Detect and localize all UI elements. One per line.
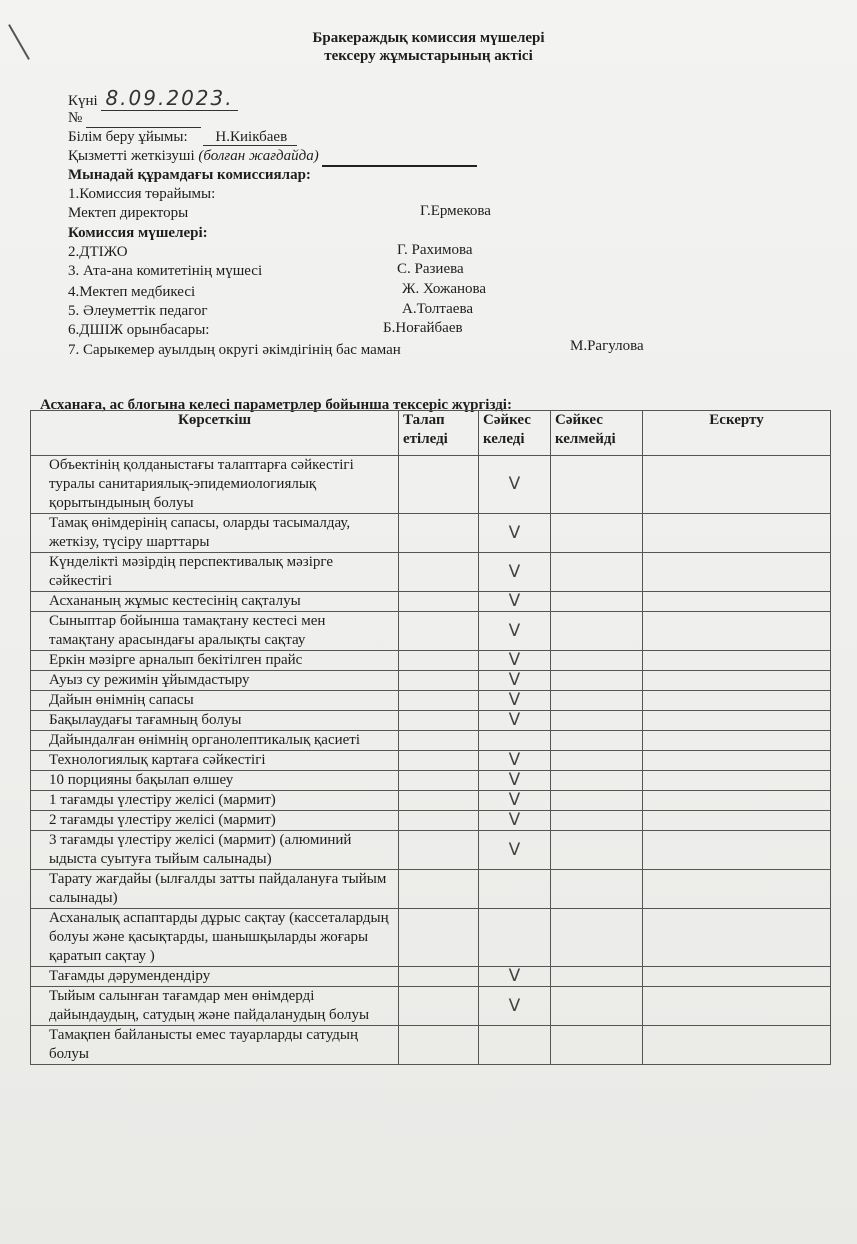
- note-cell: [643, 731, 831, 751]
- note-cell: [643, 612, 831, 651]
- required-cell: [399, 691, 479, 711]
- match-cell: [479, 870, 551, 909]
- document-title-line2: тексеру жұмыстарының актісі: [324, 48, 533, 64]
- required-cell: [399, 711, 479, 731]
- check-mark-icon: V: [508, 670, 521, 690]
- check-mark-icon: V: [508, 591, 521, 611]
- note-cell: [643, 514, 831, 553]
- member-role: 7. Сарыкемер ауылдың округі әкімдігінің бас маман: [68, 342, 401, 358]
- indicator-cell: Асханалық аспаптарды дұрыс сақтау (кассеталардың болуы және қасықтарды, шанышқыларды жоғары қаратып сақтау ): [31, 909, 399, 967]
- table-row: [31, 731, 831, 751]
- table-row: [31, 751, 831, 771]
- match-cell: [479, 771, 551, 791]
- match-cell: [479, 1026, 551, 1065]
- supplier-note: (болған жағдайда): [198, 148, 319, 164]
- table-row: [31, 1026, 831, 1065]
- indicator-cell: Асхананың жұмыс кестесінің сақталуы: [31, 592, 399, 612]
- match-cell: [479, 612, 551, 651]
- col-mismatch-header: Сәйкес келмейді: [551, 411, 643, 456]
- indicator-cell: Бақылаудағы тағамның болуы: [31, 711, 399, 731]
- required-cell: [399, 811, 479, 831]
- indicator-cell: 2 тағамды үлестіру желісі (мармит): [31, 811, 399, 831]
- mismatch-cell: [551, 651, 643, 671]
- table-row: [31, 711, 831, 731]
- indicator-cell: Сыныптар бойынша тамақтану кестесі мен тамақтану арасындағы аралықты сақтау: [31, 612, 399, 651]
- required-cell: [399, 671, 479, 691]
- date-label: Күні: [68, 93, 98, 109]
- note-cell: [643, 909, 831, 967]
- check-mark-icon: V: [508, 790, 521, 810]
- note-cell: [643, 553, 831, 592]
- note-cell: [643, 811, 831, 831]
- date-line: [68, 86, 238, 110]
- note-cell: [643, 771, 831, 791]
- required-cell: [399, 456, 479, 514]
- required-cell: [399, 791, 479, 811]
- mismatch-cell: [551, 811, 643, 831]
- required-cell: [399, 831, 479, 870]
- required-cell: [399, 514, 479, 553]
- table-row: [31, 612, 831, 651]
- mismatch-cell: [551, 967, 643, 987]
- match-cell: [479, 731, 551, 751]
- check-mark-icon: V: [508, 810, 521, 830]
- table-body: [31, 456, 831, 1065]
- indicator-cell: Тағамды дәрумендендіру: [31, 967, 399, 987]
- table-row: [31, 987, 831, 1026]
- match-cell: [479, 651, 551, 671]
- table-row: [31, 691, 831, 711]
- number-label: №: [68, 110, 83, 126]
- table-row: [31, 592, 831, 612]
- required-cell: [399, 987, 479, 1026]
- mismatch-cell: [551, 771, 643, 791]
- member-name: М.Рагулова: [570, 338, 644, 354]
- number-line: [68, 110, 201, 128]
- table-row: [31, 771, 831, 791]
- table-row: [31, 514, 831, 553]
- check-mark-icon: V: [508, 474, 521, 494]
- chair-name: Г.Ермекова: [420, 203, 491, 219]
- col-match-header: Сәйкес келеді: [479, 411, 551, 456]
- indicator-cell: Дайындалған өнімнің органолептикалық қасиеті: [31, 731, 399, 751]
- note-cell: [643, 671, 831, 691]
- org-label: Білім беру ұйымы:: [68, 129, 188, 145]
- mismatch-cell: [551, 691, 643, 711]
- org-value: Н.Киікбаев: [203, 129, 297, 146]
- required-cell: [399, 592, 479, 612]
- mismatch-cell: [551, 831, 643, 870]
- document-title-line1: Бракераждық комиссия мүшелері: [312, 30, 545, 46]
- note-cell: [643, 751, 831, 771]
- table-row: [31, 811, 831, 831]
- number-blank: [86, 110, 201, 128]
- match-cell: [479, 987, 551, 1026]
- required-cell: [399, 870, 479, 909]
- indicator-cell: Еркін мәзірге арналып бекітілген прайс: [31, 651, 399, 671]
- member-name: А.Толтаева: [402, 301, 474, 317]
- check-mark-icon: V: [508, 750, 521, 770]
- indicator-cell: Тамақ өнімдерінің сапасы, оларды тасымалдау, жеткізу, түсіру шарттары: [31, 514, 399, 553]
- chair-role: Мектеп директоры: [68, 205, 189, 221]
- table-row: [31, 967, 831, 987]
- required-cell: [399, 612, 479, 651]
- date-value: 8.09.2023.: [101, 86, 237, 111]
- mismatch-cell: [551, 909, 643, 967]
- indicator-cell: Күнделікті мәзірдің перспективалық мәзірге сәйкестігі: [31, 553, 399, 592]
- table-header-row: [31, 411, 831, 456]
- note-cell: [643, 870, 831, 909]
- mismatch-cell: [551, 456, 643, 514]
- table-row: [31, 456, 831, 514]
- indicator-cell: Тыйым салынған тағамдар мен өнімдерді дайындаудың, сатудың және пайдаланудың болуы: [31, 987, 399, 1026]
- mismatch-cell: [551, 731, 643, 751]
- member-role: 3. Ата-ана комитетінің мүшесі: [68, 263, 263, 279]
- note-cell: [643, 967, 831, 987]
- member-name: Г. Рахимова: [397, 242, 473, 258]
- indicator-cell: 1 тағамды үлестіру желісі (мармит): [31, 791, 399, 811]
- col-indicator-header: Көрсеткіш: [31, 411, 399, 456]
- mismatch-cell: [551, 671, 643, 691]
- indicator-cell: Объектінің қолданыстағы талаптарға сәйкестігі туралы санитариялық-эпидемиологиялық қорытындының болуы: [31, 456, 399, 514]
- member-name: С. Разиева: [397, 261, 464, 277]
- match-cell: [479, 791, 551, 811]
- required-cell: [399, 909, 479, 967]
- match-cell: [479, 514, 551, 553]
- mismatch-cell: [551, 514, 643, 553]
- match-cell: [479, 811, 551, 831]
- note-cell: [643, 791, 831, 811]
- match-cell: [479, 553, 551, 592]
- indicator-cell: Тарату жағдайы (ылғалды затты пайдалануға тыйым салынады): [31, 870, 399, 909]
- indicator-cell: Тамақпен байланысты емес тауарларды сатудың болуы: [31, 1026, 399, 1065]
- required-cell: [399, 967, 479, 987]
- member-name: Б.Ноғайбаев: [383, 320, 463, 336]
- supplier-line: [68, 148, 477, 167]
- mismatch-cell: [551, 870, 643, 909]
- indicator-cell: Ауыз су режимін ұйымдастыру: [31, 671, 399, 691]
- note-cell: [643, 1026, 831, 1065]
- mismatch-cell: [551, 791, 643, 811]
- check-mark-icon: V: [508, 839, 521, 860]
- member-role: 4.Мектеп медбикесі: [68, 284, 196, 300]
- mismatch-cell: [551, 553, 643, 592]
- match-cell: [479, 967, 551, 987]
- inspection-table: [30, 410, 831, 1065]
- supplier-blank: [322, 148, 477, 167]
- member-role: 6.ДШІЖ орынбасары:: [68, 322, 210, 338]
- note-cell: [643, 987, 831, 1026]
- check-mark-icon: V: [508, 690, 521, 710]
- table-title: Асханаға, ас блогына келесі параметрлер бойынша тексеріс жүргізді:: [40, 397, 512, 413]
- note-cell: [643, 831, 831, 870]
- match-cell: [479, 456, 551, 514]
- required-cell: [399, 751, 479, 771]
- match-cell: [479, 711, 551, 731]
- check-mark-icon: V: [508, 770, 521, 790]
- note-cell: [643, 691, 831, 711]
- note-cell: [643, 592, 831, 612]
- member-role: 2.ДТІЖО: [68, 244, 128, 260]
- chair-label: 1.Комиссия төрайымы:: [68, 186, 216, 202]
- org-line: [68, 129, 297, 146]
- indicator-cell: Дайын өнімнің сапасы: [31, 691, 399, 711]
- member-name: Ж. Хожанова: [402, 281, 487, 297]
- mismatch-cell: [551, 711, 643, 731]
- mismatch-cell: [551, 592, 643, 612]
- table-row: [31, 831, 831, 870]
- required-cell: [399, 553, 479, 592]
- indicator-cell: Технологиялық картаға сәйкестігі: [31, 751, 399, 771]
- required-cell: [399, 771, 479, 791]
- table-row: [31, 791, 831, 811]
- table-row: [31, 909, 831, 967]
- table-row: [31, 651, 831, 671]
- commission-heading: Мынадай құрамдағы комиссиялар:: [68, 167, 311, 183]
- check-mark-icon: V: [508, 966, 521, 986]
- mismatch-cell: [551, 987, 643, 1026]
- match-cell: [479, 592, 551, 612]
- mismatch-cell: [551, 612, 643, 651]
- match-cell: [479, 671, 551, 691]
- match-cell: [479, 909, 551, 967]
- check-mark-icon: V: [508, 561, 521, 582]
- indicator-cell: 3 тағамды үлестіру желісі (мармит) (алюминий ыдыста суытуға тыйым салынады): [31, 831, 399, 870]
- check-mark-icon: V: [508, 710, 521, 730]
- required-cell: [399, 1026, 479, 1065]
- indicator-cell: 10 порцияны бақылап өлшеу: [31, 771, 399, 791]
- note-cell: [643, 711, 831, 731]
- mismatch-cell: [551, 751, 643, 771]
- member-role: 5. Әлеуметтік педагог: [68, 303, 208, 319]
- check-mark-icon: V: [508, 995, 521, 1016]
- col-note-header: Ескерту: [643, 411, 831, 456]
- required-cell: [399, 731, 479, 751]
- check-mark-icon: V: [508, 522, 521, 543]
- table-row: [31, 870, 831, 909]
- required-cell: [399, 651, 479, 671]
- mismatch-cell: [551, 1026, 643, 1065]
- members-heading: Комиссия мүшелері:: [68, 225, 208, 241]
- match-cell: [479, 691, 551, 711]
- supplier-label: Қызметті жеткізуші: [68, 148, 195, 164]
- check-mark-icon: V: [508, 620, 521, 641]
- note-cell: [643, 651, 831, 671]
- table-row: [31, 671, 831, 691]
- match-cell: [479, 831, 551, 870]
- col-required-header: Талап етіледі: [399, 411, 479, 456]
- note-cell: [643, 456, 831, 514]
- match-cell: [479, 751, 551, 771]
- check-mark-icon: V: [508, 650, 521, 670]
- table-row: [31, 553, 831, 592]
